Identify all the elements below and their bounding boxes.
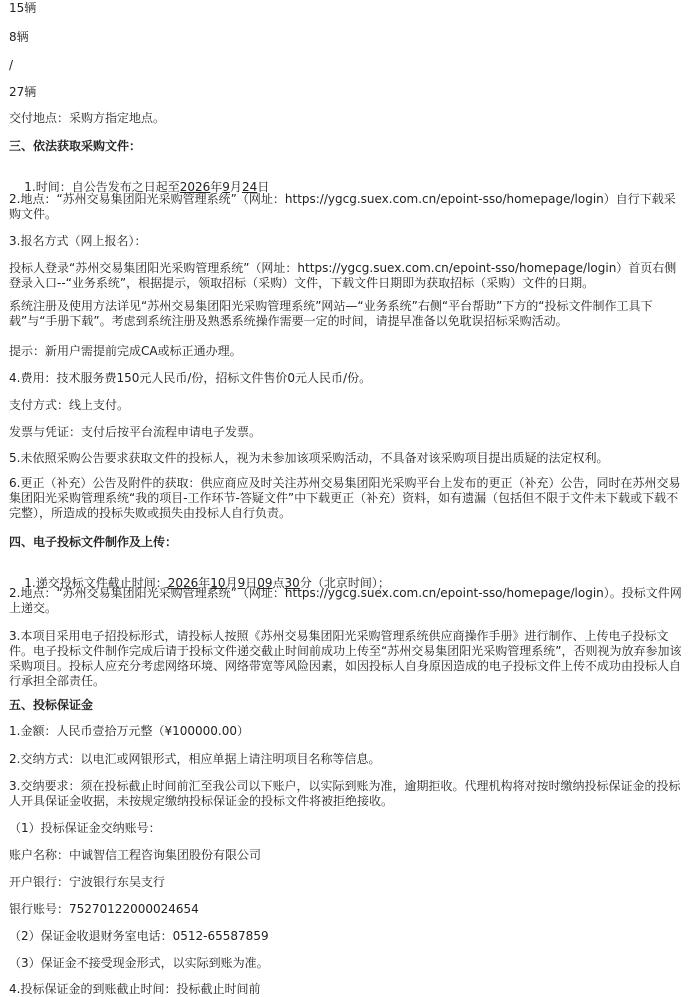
bid-deadline-year: 2026	[167, 576, 199, 590]
rights-notice: 5.未依照采购公告要求获取文件的投标人，视为未参加该项采购活动，不具备对该采购项目提出质疑的法定权利。	[9, 451, 609, 465]
delivery-location: 交付地点：采购方指定地点。	[9, 111, 166, 125]
fee-line: 4.费用：技术服务费150元人民币/份，招标文件售价0元人民币/份。	[9, 371, 372, 385]
bond-account-heading: （1）投标保证金交纳账号：	[9, 821, 161, 835]
section-heading-obtain-documents: 三、依法获取采购文件：	[9, 139, 142, 153]
signup-method: 3.报名方式（网上报名）：	[9, 234, 147, 248]
bond-account-number: 银行账号：75270122000024654	[9, 902, 199, 916]
obtain-time-year: 2026	[179, 180, 211, 194]
obtain-location: 2.地点：“苏州交易集团阳光采购管理系统”（网址：https://ygcg.suex.com.cn/epoint-sso/homepage/login）自行下载采购文件。	[9, 192, 676, 221]
obtain-time-month: 9	[222, 180, 230, 194]
quantity-line: 15辆	[9, 1, 37, 15]
bond-bank: 开户银行：宁波银行东吴支行	[9, 875, 166, 889]
bid-deadline-hour: 09	[257, 576, 273, 590]
ca-tip: 提示：新用户需提前完成CA或标正通办理。	[9, 344, 242, 358]
invoice-info: 发票与凭证：支付后按平台流程申请电子发票。	[9, 425, 262, 439]
bid-deadline-label: 1.递交投标文件截止时间：	[24, 576, 168, 590]
bond-finance-phone: （2）保证金收退财务室电话：0512-65587859	[9, 929, 269, 943]
bid-deadline-month: 10	[210, 576, 226, 590]
bid-deadline-minute: 30	[284, 576, 300, 590]
bond-deadline: 4.投标保证金的到账截止时间：投标截止时间前	[9, 982, 261, 996]
bid-deadline-sep: 日	[245, 576, 258, 590]
payment-method: 支付方式：线上支付。	[9, 398, 130, 412]
bidder-login-instructions: 投标人登录“苏州交易集团阳光采购管理系统”（网址：https://ygcg.suex.com.cn/epoint-sso/homepage/login）首页右侧登录入口--“业务系统”，根据提示，领取招标（采购）文件，下载文件日期即为获取招标（采购）文件的日期。	[9, 261, 677, 290]
bond-cash-notice: （3）保证金不接受现金形式，以实际到账为准。	[9, 956, 269, 970]
obtain-time-day: 24	[241, 180, 258, 194]
obtain-time-suffix: 日	[257, 180, 270, 194]
quantity-line: 8辆	[9, 30, 29, 44]
section-heading-bid-upload: 四、电子投标文件制作及上传：	[9, 535, 178, 549]
bid-deadline-suffix: 分（北京时间）；	[299, 576, 390, 590]
section-heading-bid-bond: 五、投标保证金	[9, 698, 94, 712]
bid-upload-location: 2.地点：“苏州交易集团阳光采购管理系统”（网址：https://ygcg.suex.com.cn/epoint-sso/homepage/login）。投标文件网上递交。	[9, 586, 682, 615]
obtain-time-label: 1.时间：自公告发布之日起至	[24, 180, 180, 194]
registration-instructions: 系统注册及使用方法详见“苏州交易集团阳光采购管理系统”网站—“业务系统”右侧“平台帮助”下方的“投标文件制作工具下载”与“手册下载”。考虑到系统注册及熟悉系统操作需要一定的时间，请提早准备以免耽误招标采购活动。	[9, 299, 653, 328]
bond-amount: 1.金额：人民币壹拾万元整（¥100000.00）	[9, 724, 249, 738]
bond-requirement: 3.交纳要求：须在投标截止时间前汇至我公司以下账户，以实际到账为准，逾期拒收。代理机构将对按时缴纳投标保证金的投标人开具保证金收据，未按规定缴纳投标保证金的投标文件将被拒绝接收。	[9, 779, 681, 808]
obtain-time-sep: 月	[229, 180, 242, 194]
bid-deadline-day: 9	[237, 576, 246, 590]
correction-notice: 6.更正（补充）公告及附件的获取：供应商应及时关注苏州交易集团阳光采购平台上发布的更正（补充）公告，同时在苏州交易集团阳光采购管理系统“我的项目-工作环节-答疑文件”中下载更正（补充）资料，如有遗漏（包括但不限于文件未下载或下载不完整），所造成的投标失败或损失由投标人自行负责。	[9, 476, 681, 520]
bid-deadline-sep: 点	[272, 576, 285, 590]
quantity-separator: /	[9, 58, 14, 72]
quantity-line: 27辆	[9, 85, 37, 99]
bond-account-name: 账户名称：中诚智信工程咨询集团股份有限公司	[9, 848, 262, 862]
bond-payment-method: 2.交纳方式：以电汇或网银形式，相应单据上请注明项目名称等信息。	[9, 752, 381, 766]
bid-electronic-method: 3.本项目采用电子招投标形式，请投标人按照《苏州交易集团阳光采购管理系统供应商操作手册》进行制作、上传电子投标文件。电子投标文件制作完成后请于投标文件递交截止时间前成功上传至“苏州交易集团阳光采购管理系统”，否则视为放弃参加该采购项目。投标人应充分考虑网络环境、网络带宽等风险因素，如因投标人自身原因造成的电子投标文件上传不成功由投标人自行承担全部责任。	[9, 629, 682, 688]
bid-deadline-sep: 年	[198, 576, 211, 590]
bid-deadline-sep: 月	[225, 576, 238, 590]
obtain-time-sep: 年	[210, 180, 223, 194]
